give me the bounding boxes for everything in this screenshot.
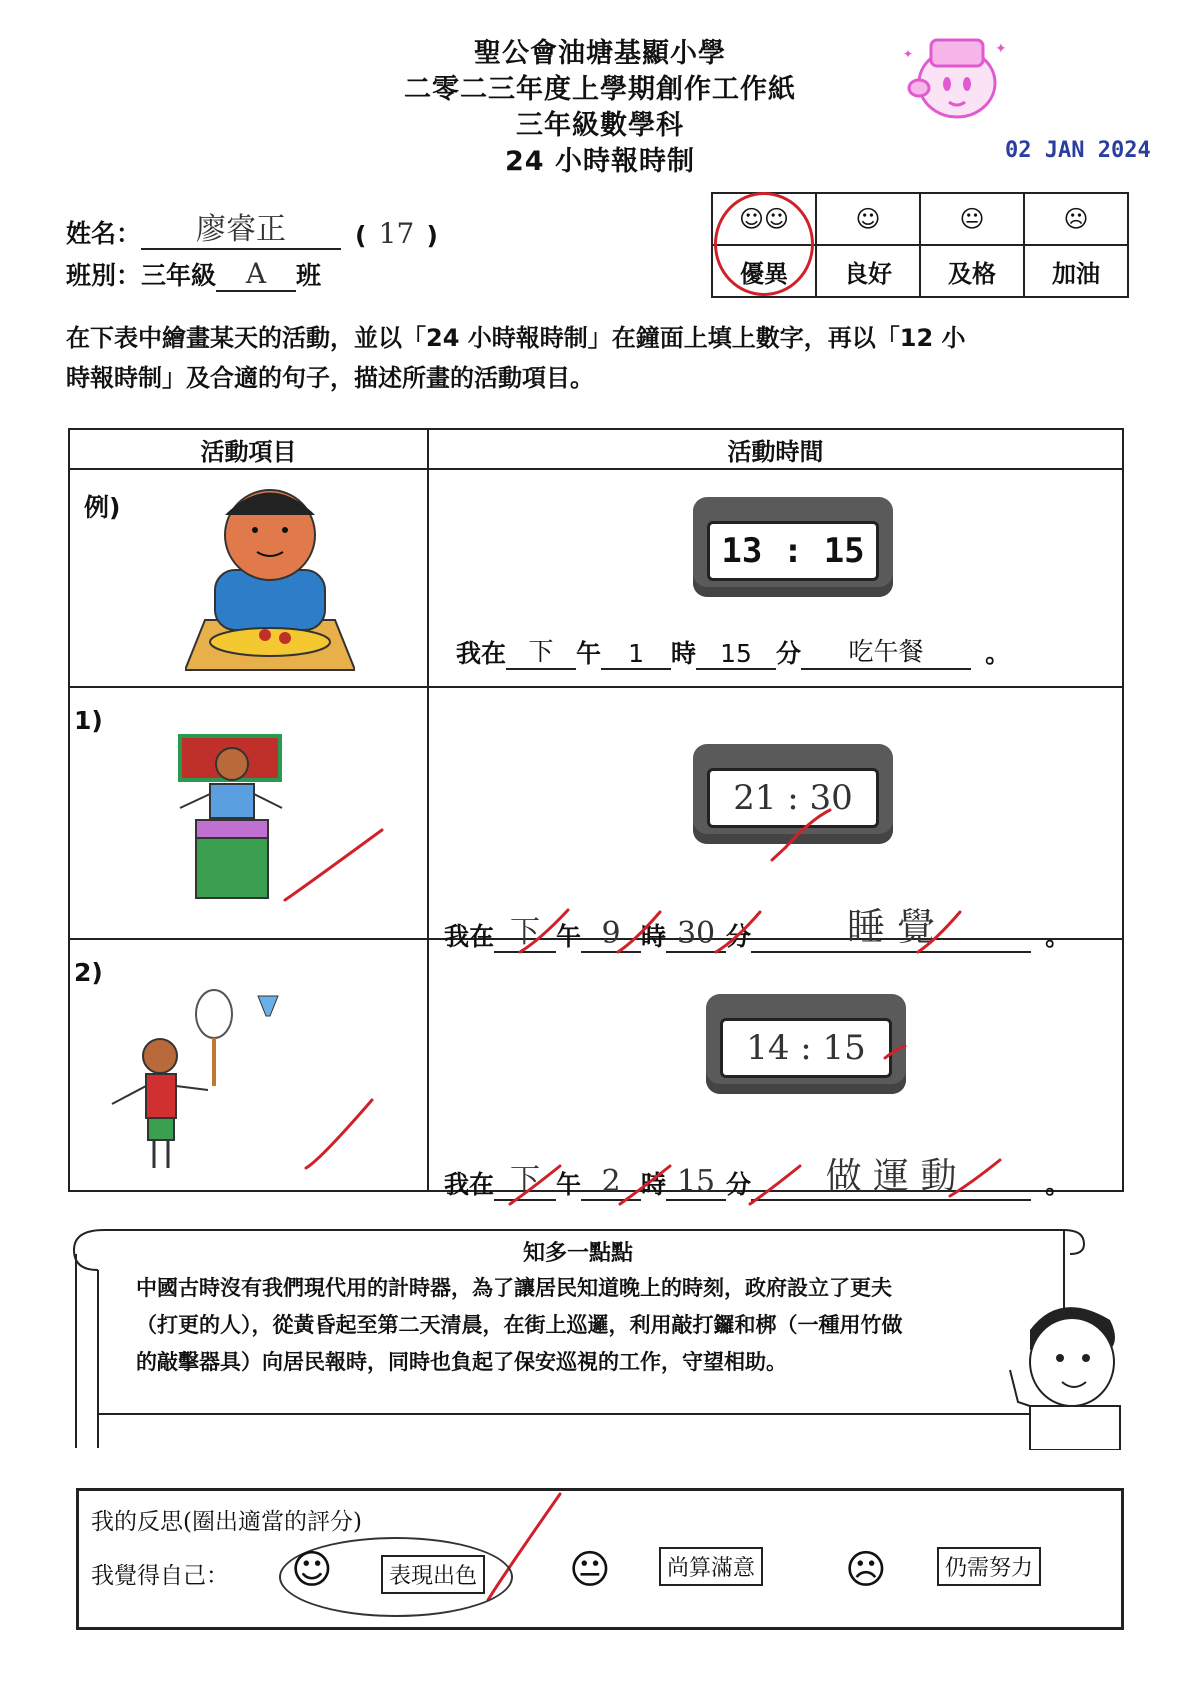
reflection-option-improve[interactable]: 仍需努力 (937, 1547, 1041, 1586)
reflection-option-excellent[interactable]: 表現出色 (381, 1555, 485, 1594)
col-activity-header: 活動項目 (69, 429, 428, 469)
cartoon-boy-illustration (1000, 1290, 1140, 1454)
sentence-2-period-2: 午 (556, 1170, 582, 1199)
number-open: ( (355, 221, 367, 250)
class-suffix: 班 (296, 261, 322, 290)
number-close: ) (426, 221, 438, 250)
name-value[interactable]: 廖睿正 (141, 204, 341, 250)
instructions-line-2: 時報時制」及合適的句子，描述所畫的活動項目。 (66, 364, 594, 392)
sentence-example-end: 。 (985, 639, 1011, 668)
tick-mark-row2-drawing (306, 1100, 372, 1168)
sentence-example-activity: 吃午餐 (801, 632, 971, 670)
sentence-example-prefix: 我在 (456, 639, 507, 668)
sentence-example-hour-unit: 時 (671, 639, 697, 668)
sentence-2-hour[interactable]: 2 (581, 1164, 641, 1201)
worksheet-title: 二零二三年度上學期創作工作紙 (404, 74, 796, 105)
sentence-2-end: 。 (1045, 1170, 1071, 1199)
worried-face-icon: ☹ (845, 1547, 887, 1593)
reflection-box (76, 1488, 1124, 1630)
date-stamp: 02 JAN 2024 (1005, 138, 1151, 163)
row-1-label: 1) (74, 706, 103, 735)
sentence-2-minute[interactable]: 15 (666, 1164, 726, 1201)
fact-box-title: 知多一點點 (522, 1241, 633, 1266)
happy-face-icon: ☺ (291, 1547, 333, 1593)
sentence-example-period-1: 下 (506, 632, 576, 670)
tick-mark-clock1 (772, 810, 830, 860)
row-example-label: 例) (84, 493, 121, 522)
sentence-1-minute[interactable]: 30 (666, 916, 726, 953)
rating-improve: 加油 (1024, 245, 1128, 297)
clock-2-display[interactable]: 14 : 15 (720, 1018, 892, 1078)
sentence-1-hour-unit: 時 (641, 922, 667, 951)
reflection-option-satisfied[interactable]: 尚算滿意 (659, 1547, 763, 1586)
sentence-1-minute-unit: 分 (726, 922, 752, 951)
sentence-2-minute-unit: 分 (726, 1170, 752, 1199)
clock-example-display: 13 : 15 (707, 521, 879, 581)
instructions-line-1: 在下表中繪畫某天的活動，並以「24 小時報時制」在鐘面上填上數字，再以「12 小 (66, 324, 966, 352)
subject-title: 三年級數學科 (516, 110, 684, 141)
tick-mark-row1-drawing (285, 830, 382, 900)
sentence-2-activity[interactable]: 做 運 動 (751, 1148, 1031, 1201)
sentence-2-hour-unit: 時 (641, 1170, 667, 1199)
face-improve-icon: ☹ (1024, 193, 1128, 245)
face-good-icon: ☺ (816, 193, 920, 245)
sentence-example-period-2: 午 (576, 639, 602, 668)
sentence-example-minute: 15 (696, 639, 776, 670)
clock-1-display[interactable]: 21 : 30 (707, 768, 879, 828)
sentence-1-end: 。 (1045, 922, 1071, 951)
fact-box (64, 1224, 1092, 1448)
col-time-header: 活動時間 (428, 429, 1123, 469)
fact-box-body (136, 1270, 1036, 1381)
sentence-1-period-1[interactable]: 下 (494, 907, 556, 953)
sentence-1-hour[interactable]: 9 (581, 916, 641, 953)
face-excellent-icon: ☺☺ (712, 193, 816, 245)
svg-text:✦: ✦ (995, 41, 1007, 57)
class-value[interactable]: A (216, 257, 296, 292)
sentence-example-hour: 1 (601, 639, 671, 670)
fact-box-line-2: （打更的人），從黃昏起至第二天清晨，在街上巡邏，利用敲打鑼和梆（一種用竹做 (136, 1313, 903, 1337)
row-2-label: 2) (74, 958, 103, 987)
sentence-2-prefix: 我在 (444, 1170, 495, 1199)
number-value[interactable]: 17 (378, 217, 415, 250)
sentence-1-period-2: 午 (556, 922, 582, 951)
fact-box-line-3: 的敲擊器具）向居民報時，同時也負起了保安巡視的工作，守望相助。 (136, 1350, 787, 1374)
sentence-2-period-1[interactable]: 下 (494, 1155, 556, 1201)
sentence-1-prefix: 我在 (444, 922, 495, 951)
reflection-title: 我的反思(圈出適當的評分) (91, 1509, 362, 1535)
class-label: 班別：三年級 (66, 261, 217, 290)
fact-box-line-1: 中國古時沒有我們現代用的計時器，為了讓居民知道晚上的時刻，政府設立了更夫 (136, 1276, 892, 1300)
topic-title: 24 小時報時制 (505, 146, 695, 177)
face-pass-icon: 😐 (920, 193, 1024, 245)
sentence-example-minute-unit: 分 (776, 639, 802, 668)
name-label: 姓名： (66, 219, 142, 248)
rating-good: 良好 (816, 245, 920, 297)
svg-text:✦: ✦ (903, 47, 914, 61)
rating-excellent: 優異 (712, 245, 816, 297)
rating-pass: 及格 (920, 245, 1024, 297)
school-name: 聖公會油塘基顯小學 (474, 38, 726, 69)
thinking-face-icon: 😐 (569, 1547, 611, 1593)
sentence-1-activity[interactable]: 睡 覺 (751, 896, 1031, 953)
reflection-prompt: 我覺得自己： (91, 1563, 229, 1589)
